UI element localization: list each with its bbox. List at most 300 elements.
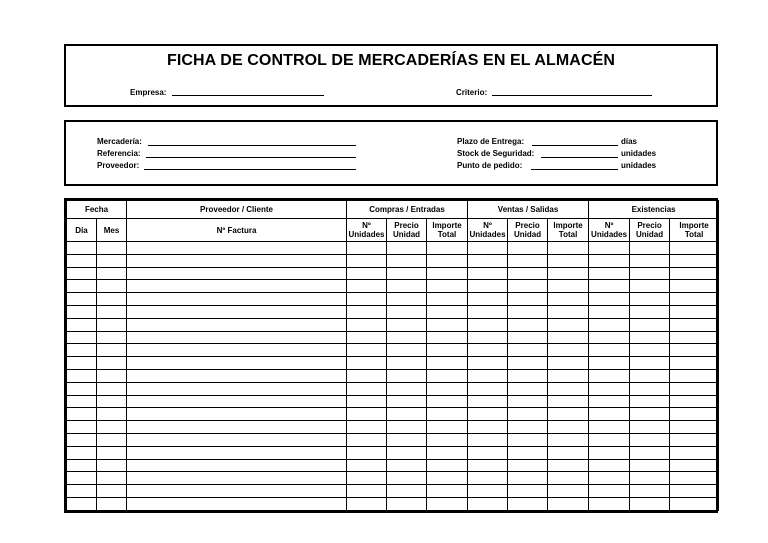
table-cell[interactable] [630,293,670,306]
table-cell[interactable] [97,305,127,318]
table-cell[interactable] [630,485,670,498]
table-cell[interactable] [427,254,468,267]
table-cell[interactable] [427,344,468,357]
table-cell[interactable] [508,242,548,255]
table-cell[interactable] [387,446,427,459]
table-cell[interactable] [347,408,387,421]
table-cell[interactable] [387,357,427,370]
table-cell[interactable] [97,254,127,267]
table-cell[interactable] [670,331,719,344]
table-cell[interactable] [468,395,508,408]
table-cell[interactable] [630,472,670,485]
table-row [67,344,719,357]
stock-field[interactable] [541,157,618,158]
table-cell[interactable] [67,318,97,331]
table-row [67,408,719,421]
table-cell[interactable] [347,446,387,459]
table-cell[interactable] [548,267,589,280]
table-cell[interactable] [97,293,127,306]
table-cell[interactable] [427,267,468,280]
table-cell[interactable] [387,408,427,421]
table-cell[interactable] [589,305,630,318]
ventas-unidades-header: Nº Unidades [468,219,508,242]
table-cell[interactable] [468,331,508,344]
table-cell[interactable] [630,459,670,472]
table-cell[interactable] [548,408,589,421]
table-row [67,318,719,331]
table-cell[interactable] [468,357,508,370]
table-cell[interactable] [630,280,670,293]
table-cell[interactable] [670,382,719,395]
table-cell[interactable] [548,472,589,485]
table-cell[interactable] [67,395,97,408]
table-cell[interactable] [670,459,719,472]
table-cell[interactable] [670,242,719,255]
table-cell[interactable] [97,369,127,382]
table-cell[interactable] [387,382,427,395]
table-cell[interactable] [548,305,589,318]
table-cell[interactable] [630,446,670,459]
table-cell[interactable] [387,485,427,498]
table-cell[interactable] [387,293,427,306]
table-cell[interactable] [387,344,427,357]
table-cell[interactable] [670,395,719,408]
table-cell[interactable] [508,408,548,421]
mercaderia-label: Mercadería: [97,137,142,146]
table-cell[interactable] [589,395,630,408]
table-cell[interactable] [548,485,589,498]
table-cell[interactable] [387,254,427,267]
table-cell[interactable] [427,497,468,510]
table-cell[interactable] [427,369,468,382]
table-cell[interactable] [387,395,427,408]
table-row [67,497,719,510]
table-cell[interactable] [127,433,347,446]
table-cell[interactable] [347,293,387,306]
table-cell[interactable] [508,293,548,306]
table-cell[interactable] [589,382,630,395]
table-cell[interactable] [347,344,387,357]
table-cell[interactable] [427,395,468,408]
table-cell[interactable] [468,459,508,472]
table-cell[interactable] [127,293,347,306]
table-cell[interactable] [630,497,670,510]
table-cell[interactable] [589,331,630,344]
punto-unit: unidades [621,161,657,170]
compras-precio-header: Precio Unidad [387,219,427,242]
table-cell[interactable] [387,459,427,472]
movements-table-box [64,198,718,513]
table-cell[interactable] [589,433,630,446]
table-cell[interactable] [589,242,630,255]
page-title: FICHA DE CONTROL DE MERCADERÍAS EN EL ALMACÉN [166,52,616,69]
table-cell[interactable] [387,497,427,510]
plazo-label: Plazo de Entrega: [457,137,525,146]
table-cell[interactable] [548,318,589,331]
table-cell[interactable] [468,472,508,485]
table-cell[interactable] [427,472,468,485]
table-cell[interactable] [347,485,387,498]
table-cell[interactable] [347,382,387,395]
table-row [67,446,719,459]
table-cell[interactable] [67,267,97,280]
table-cell[interactable] [589,344,630,357]
table-cell[interactable] [97,331,127,344]
table-cell[interactable] [630,408,670,421]
table-cell[interactable] [630,242,670,255]
table-cell[interactable] [387,331,427,344]
table-cell[interactable] [427,446,468,459]
fecha-header: Fecha [67,201,127,219]
empresa-field[interactable] [172,95,324,96]
table-cell[interactable] [427,293,468,306]
table-cell[interactable] [630,267,670,280]
table-cell[interactable] [468,305,508,318]
table-cell[interactable] [548,369,589,382]
table-cell[interactable] [589,459,630,472]
table-cell[interactable] [468,242,508,255]
table-cell[interactable] [387,305,427,318]
table-cell[interactable] [468,267,508,280]
table-cell[interactable] [67,433,97,446]
table-cell[interactable] [468,344,508,357]
table-cell[interactable] [670,421,719,434]
table-cell[interactable] [97,395,127,408]
criterio-field[interactable] [492,95,652,96]
table-cell[interactable] [427,357,468,370]
stock-label: Stock de Seguridad: [457,149,535,158]
referencia-label: Referencia: [97,149,141,158]
table-cell[interactable] [127,446,347,459]
table-cell[interactable] [548,331,589,344]
table-cell[interactable] [508,446,548,459]
table-cell[interactable] [387,421,427,434]
table-cell[interactable] [508,254,548,267]
table-cell[interactable] [347,242,387,255]
table-cell[interactable] [97,459,127,472]
table-cell[interactable] [670,408,719,421]
mercaderia-field[interactable] [148,145,356,146]
table-cell[interactable] [97,485,127,498]
table-cell[interactable] [508,395,548,408]
table-cell[interactable] [630,318,670,331]
criterio-label: Criterio: [456,88,488,97]
table-cell[interactable] [97,382,127,395]
table-cell[interactable] [347,331,387,344]
table-cell[interactable] [347,421,387,434]
empresa-label: Empresa: [130,88,167,97]
table-cell[interactable] [97,446,127,459]
table-cell[interactable] [67,280,97,293]
movements-table-body [67,242,719,511]
table-cell[interactable] [67,331,97,344]
table-cell[interactable] [670,293,719,306]
table-cell[interactable] [508,357,548,370]
table-cell[interactable] [508,485,548,498]
table-cell[interactable] [427,318,468,331]
table-cell[interactable] [468,421,508,434]
table-cell[interactable] [347,267,387,280]
compras-unidades-header: Nº Unidades [347,219,387,242]
table-cell[interactable] [508,369,548,382]
table-row [67,293,719,306]
table-cell[interactable] [468,293,508,306]
table-cell[interactable] [508,267,548,280]
table-cell[interactable] [548,357,589,370]
table-cell[interactable] [127,318,347,331]
table-cell[interactable] [468,446,508,459]
table-row [67,472,719,485]
table-cell[interactable] [67,369,97,382]
table-cell[interactable] [670,446,719,459]
table-cell[interactable] [127,344,347,357]
table-cell[interactable] [67,485,97,498]
table-cell[interactable] [630,369,670,382]
table-cell[interactable] [508,331,548,344]
table-cell[interactable] [427,331,468,344]
table-cell[interactable] [589,421,630,434]
table-cell[interactable] [127,459,347,472]
table-row [67,485,719,498]
table-cell[interactable] [127,280,347,293]
table-cell[interactable] [67,497,97,510]
table-cell[interactable] [67,293,97,306]
table-cell[interactable] [97,280,127,293]
table-cell[interactable] [67,459,97,472]
table-cell[interactable] [589,254,630,267]
table-cell[interactable] [468,382,508,395]
table-cell[interactable] [630,305,670,318]
table-cell[interactable] [468,280,508,293]
table-cell[interactable] [548,446,589,459]
table-cell[interactable] [427,459,468,472]
table-cell[interactable] [589,497,630,510]
table-cell[interactable] [67,305,97,318]
referencia-field[interactable] [146,157,356,158]
table-cell[interactable] [548,254,589,267]
table-row [67,254,719,267]
table-cell[interactable] [347,459,387,472]
table-cell[interactable] [427,421,468,434]
table-cell[interactable] [67,242,97,255]
table-cell[interactable] [548,242,589,255]
table-cell[interactable] [347,395,387,408]
existencias-header: Existencias [589,201,719,219]
movements-table [66,200,719,511]
table-row [67,242,719,255]
table-cell[interactable] [670,497,719,510]
proveedor-cliente-header: Proveedor / Cliente [127,201,347,219]
table-cell[interactable] [67,357,97,370]
table-cell[interactable] [508,305,548,318]
table-cell[interactable] [670,318,719,331]
table-cell[interactable] [387,242,427,255]
table-cell[interactable] [427,242,468,255]
table-row [67,421,719,434]
table-cell[interactable] [508,421,548,434]
table-cell[interactable] [548,395,589,408]
table-cell[interactable] [630,395,670,408]
table-cell[interactable] [127,382,347,395]
table-cell[interactable] [97,472,127,485]
table-cell[interactable] [589,446,630,459]
table-cell[interactable] [589,357,630,370]
table-cell[interactable] [427,305,468,318]
proveedor-field[interactable] [144,169,356,170]
table-cell[interactable] [97,242,127,255]
table-cell[interactable] [670,369,719,382]
table-cell[interactable] [508,280,548,293]
table-cell[interactable] [630,421,670,434]
table-cell[interactable] [347,369,387,382]
table-cell[interactable] [97,408,127,421]
table-cell[interactable] [630,331,670,344]
table-cell[interactable] [468,408,508,421]
table-cell[interactable] [468,485,508,498]
table-cell[interactable] [387,369,427,382]
table-cell[interactable] [468,433,508,446]
table-cell[interactable] [589,293,630,306]
table-cell[interactable] [387,318,427,331]
table-cell[interactable] [67,421,97,434]
table-cell[interactable] [67,382,97,395]
header-box [64,44,718,107]
table-cell[interactable] [468,497,508,510]
table-cell[interactable] [97,421,127,434]
table-cell[interactable] [127,472,347,485]
table-row [67,267,719,280]
table-cell[interactable] [670,472,719,485]
table-cell[interactable] [97,357,127,370]
table-cell[interactable] [347,472,387,485]
table-cell[interactable] [548,293,589,306]
table-cell[interactable] [347,254,387,267]
punto-field[interactable] [531,169,618,170]
table-cell[interactable] [387,267,427,280]
table-cell[interactable] [127,408,347,421]
table-cell[interactable] [97,497,127,510]
table-cell[interactable] [670,344,719,357]
table-cell[interactable] [67,472,97,485]
table-cell[interactable] [548,459,589,472]
table-cell[interactable] [127,369,347,382]
table-cell[interactable] [670,254,719,267]
table-cell[interactable] [127,331,347,344]
table-cell[interactable] [347,280,387,293]
table-cell[interactable] [589,472,630,485]
table-row [67,459,719,472]
existencias-precio-header: Precio Unidad [630,219,670,242]
table-cell[interactable] [97,344,127,357]
proveedor-label: Proveedor: [97,161,140,170]
table-cell[interactable] [468,318,508,331]
factura-header: Nº Factura [127,219,347,242]
table-cell[interactable] [97,267,127,280]
table-cell[interactable] [508,433,548,446]
table-cell[interactable] [589,267,630,280]
table-cell[interactable] [127,485,347,498]
table-cell[interactable] [347,433,387,446]
table-cell[interactable] [127,254,347,267]
table-cell[interactable] [347,497,387,510]
table-cell[interactable] [387,280,427,293]
plazo-unit: días [621,137,638,146]
table-cell[interactable] [630,382,670,395]
table-cell[interactable] [508,459,548,472]
table-row [67,382,719,395]
table-cell[interactable] [127,267,347,280]
table-cell[interactable] [127,242,347,255]
table-cell[interactable] [670,305,719,318]
table-cell[interactable] [427,433,468,446]
table-row [67,433,719,446]
table-cell[interactable] [508,497,548,510]
table-cell[interactable] [589,485,630,498]
table-cell[interactable] [387,472,427,485]
table-cell[interactable] [127,421,347,434]
table-cell[interactable] [508,472,548,485]
table-cell[interactable] [427,485,468,498]
table-cell[interactable] [67,408,97,421]
table-cell[interactable] [67,446,97,459]
table-cell[interactable] [630,433,670,446]
table-cell[interactable] [548,497,589,510]
table-cell[interactable] [127,357,347,370]
table-cell[interactable] [508,318,548,331]
table-row [67,369,719,382]
table-cell[interactable] [67,254,97,267]
table-cell[interactable] [347,318,387,331]
table-cell[interactable] [670,357,719,370]
table-cell[interactable] [97,318,127,331]
compras-importe-header: Importe Total [427,219,468,242]
compras-header: Compras / Entradas [347,201,468,219]
plazo-field[interactable] [532,145,618,146]
table-cell[interactable] [589,280,630,293]
table-cell[interactable] [468,254,508,267]
table-cell[interactable] [589,408,630,421]
table-cell[interactable] [548,382,589,395]
table-cell[interactable] [630,357,670,370]
table-cell[interactable] [670,280,719,293]
table-cell[interactable] [97,433,127,446]
table-cell[interactable] [548,280,589,293]
table-cell[interactable] [670,433,719,446]
table-cell[interactable] [127,305,347,318]
table-cell[interactable] [127,395,347,408]
table-cell[interactable] [548,433,589,446]
table-cell[interactable] [630,254,670,267]
table-cell[interactable] [427,280,468,293]
table-cell[interactable] [630,344,670,357]
table-cell[interactable] [508,382,548,395]
table-cell[interactable] [670,267,719,280]
table-cell[interactable] [589,318,630,331]
table-cell[interactable] [347,305,387,318]
table-cell[interactable] [67,344,97,357]
table-cell[interactable] [508,344,548,357]
table-cell[interactable] [427,382,468,395]
table-cell[interactable] [347,357,387,370]
table-cell[interactable] [427,408,468,421]
table-cell[interactable] [387,433,427,446]
table-cell[interactable] [670,485,719,498]
table-cell[interactable] [548,344,589,357]
table-cell[interactable] [589,369,630,382]
table-cell[interactable] [127,497,347,510]
table-cell[interactable] [468,369,508,382]
table-cell[interactable] [548,421,589,434]
